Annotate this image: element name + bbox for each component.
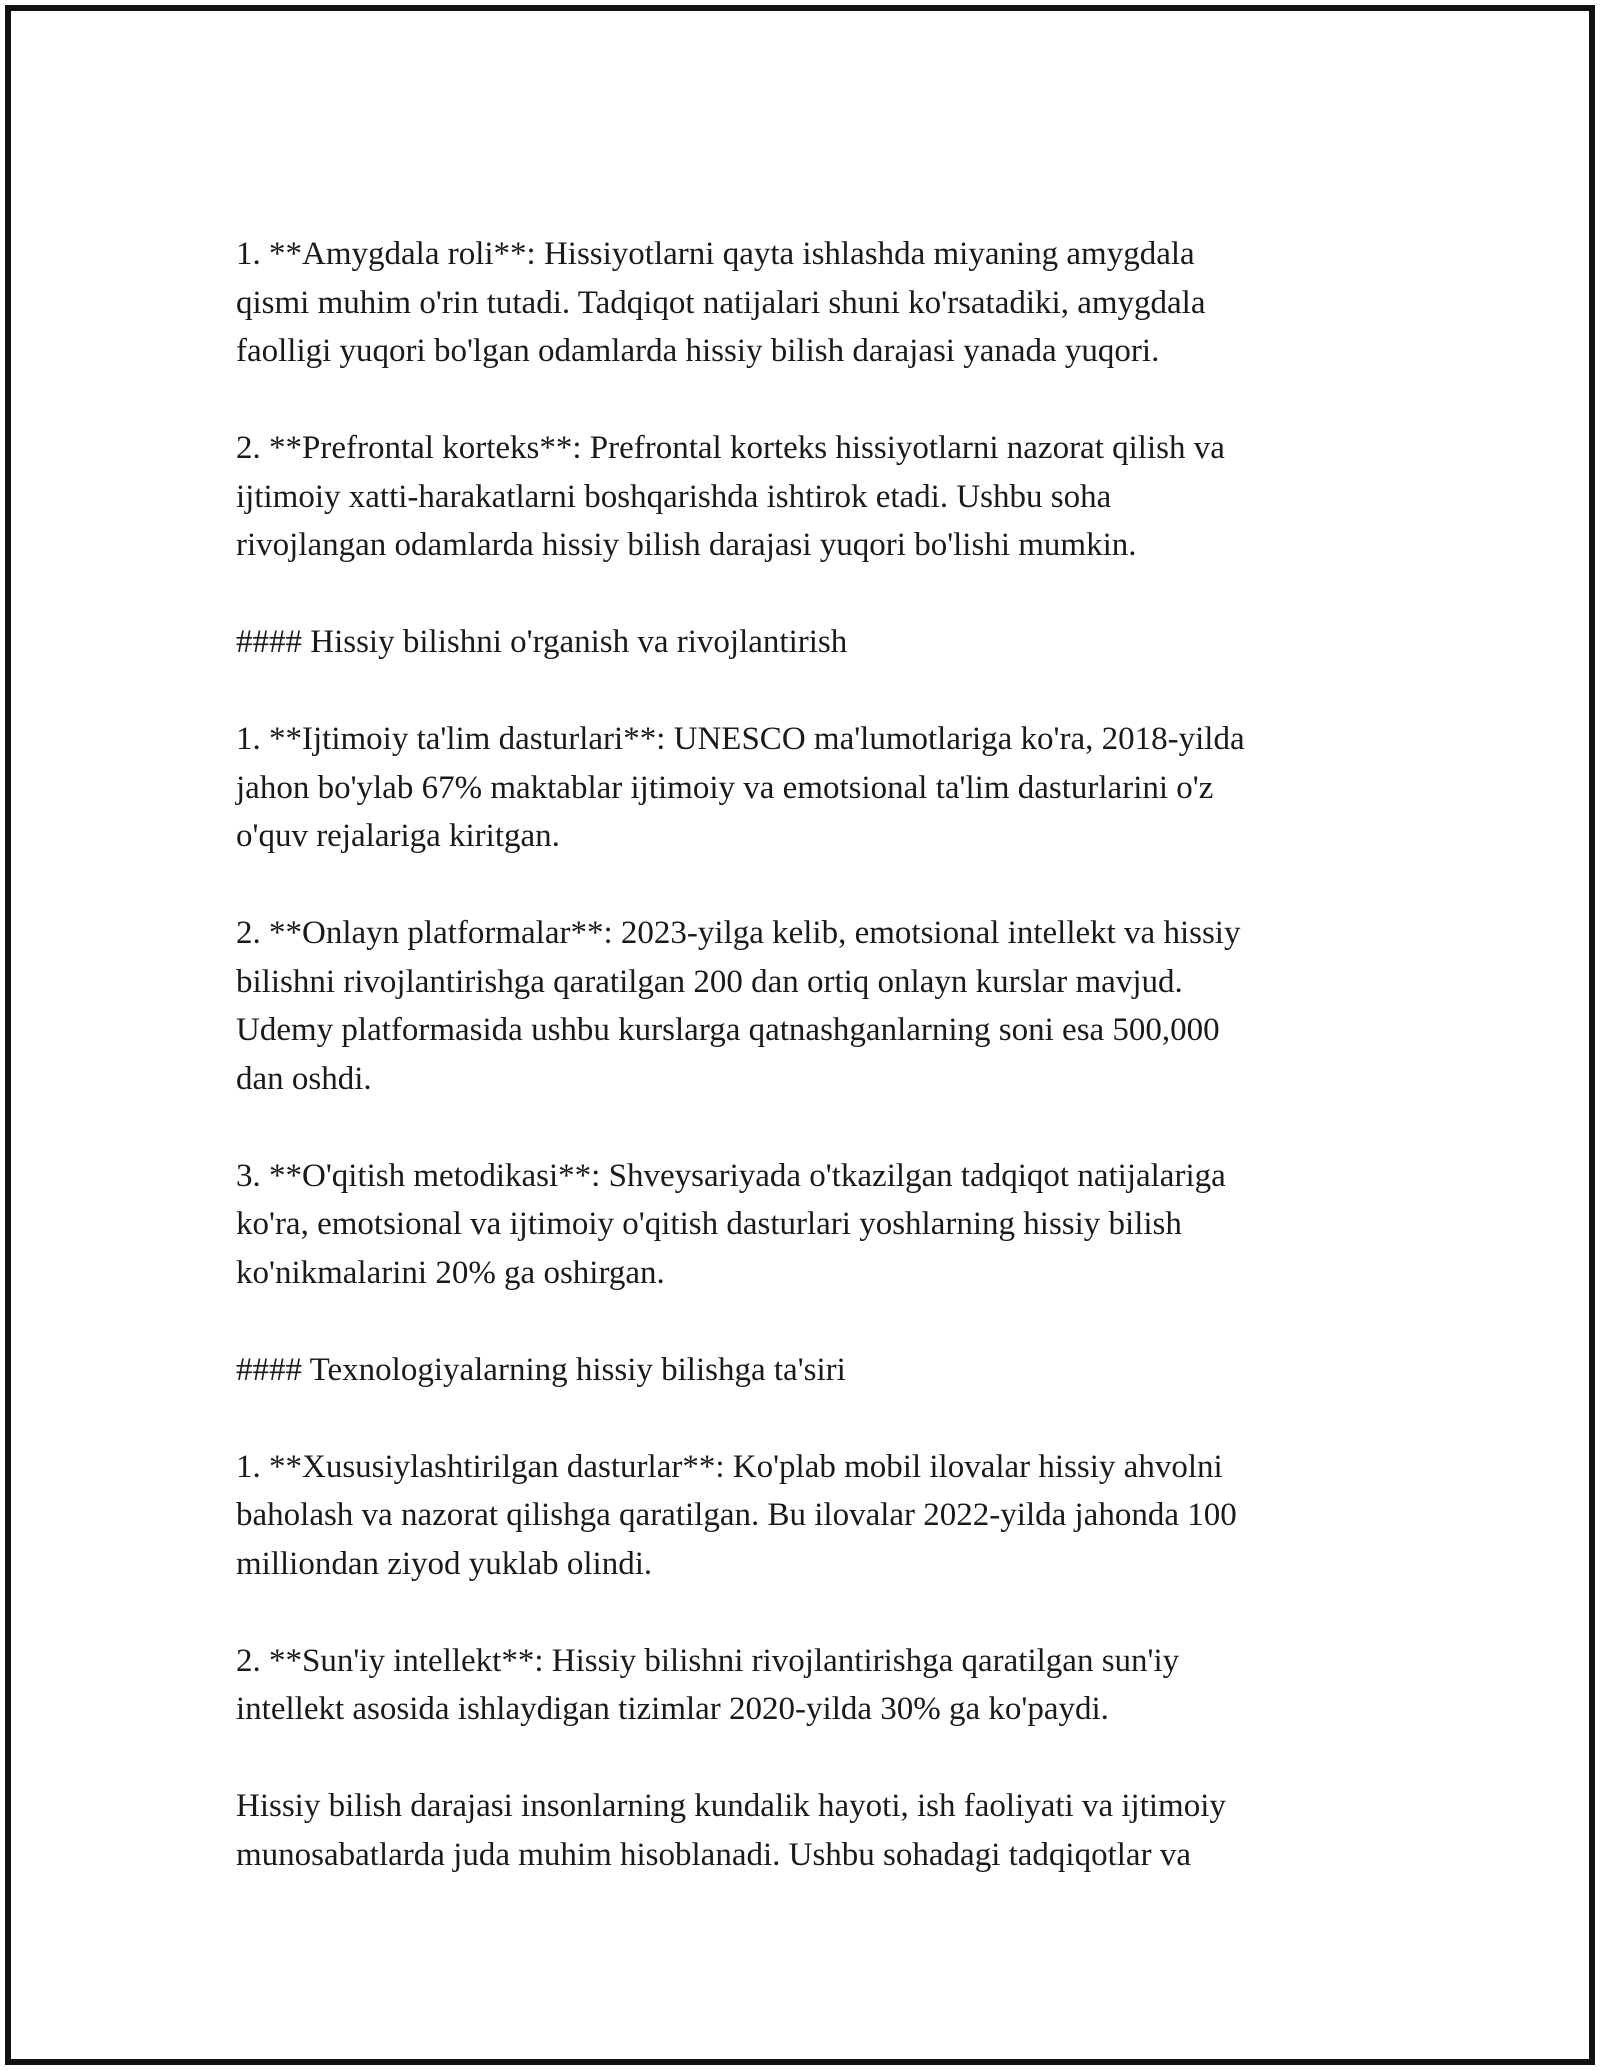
closing-paragraph: Hissiy bilish darajasi insonlarning kundalik hayoti, ish faoliyati va ijtimoiy munosabatlarda juda muhim hisoblanadi. Ushbu sohadagi tadqiqotlar va <box>236 1788 1226 1873</box>
document-body <box>236 230 1376 1879</box>
list-item-prefrontal-cortex: 2. **Prefrontal korteks**: Prefrontal korteks hissiyotlarni nazorat qilish va ijtimoiy xatti-harakatlarni boshqarishda ishtirok etadi. Ushbu soha rivojlangan odamlarda hissiy bilish darajasi yuqori bo'lishi mumkin. <box>236 430 1225 563</box>
list-item-personalized-programs: 1. **Xususiylashtirilgan dasturlar**: Ko'plab mobil ilovalar hissiy ahvolni baholash va nazorat qilishga qaratilgan. Bu ilovalar 2022-yilda jahonda 100 milliondan ziyod yuklab olindi. <box>236 1448 1237 1582</box>
list-item-amygdala: 1. **Amygdala roli**: Hissiyotlarni qayta ishlashda miyaning amygdala qismi muhim o'rin tutadi. Tadqiqot natijalari shuni ko'rsatadiki, amygdala faolligi yuqori bo'lgan odamlarda hissiy bilish darajasi yanada yuqori. <box>236 236 1206 369</box>
list-item-online-platforms: 2. **Onlayn platformalar**: 2023-yilga kelib, emotsional intellekt va hissiy bilishni rivojlantirishga qaratilgan 200 dan ortiq onlayn kurslar mavjud. Udemy platformasida ushbu kurslarga qatnashganlarning soni esa 500,000 dan oshdi. <box>236 915 1241 1097</box>
section-heading-technology: #### Texnologiyalarning hissiy bilishga ta'siri <box>236 1351 846 1388</box>
section-heading-learning: #### Hissiy bilishni o'rganish va rivojlantirish <box>236 624 848 660</box>
list-item-teaching-methods: 3. **O'qitish metodikasi**: Shveysariyada o'tkazilgan tadqiqot natijalariga ko'ra, emotsional va ijtimoiy o'qitish dasturlari yoshlarning hissiy bilish ko'nikmalarini 20% ga oshirgan. <box>236 1157 1226 1291</box>
list-item-social-education: 1. **Ijtimoiy ta'lim dasturlari**: UNESCO ma'lumotlariga ko'ra, 2018-yilda jahon bo'ylab 67% maktablar ijtimoiy va emotsional ta'lim dasturlarini o'z o'quv rejalariga kiritgan. <box>236 721 1245 854</box>
list-item-artificial-intelligence: 2. **Sun'iy intellekt**: Hissiy bilishni rivojlantirishga qaratilgan sun'iy intellekt asosida ishlaydigan tizimlar 2020-yilda 30% ga ko'paydi. <box>236 1642 1180 1727</box>
